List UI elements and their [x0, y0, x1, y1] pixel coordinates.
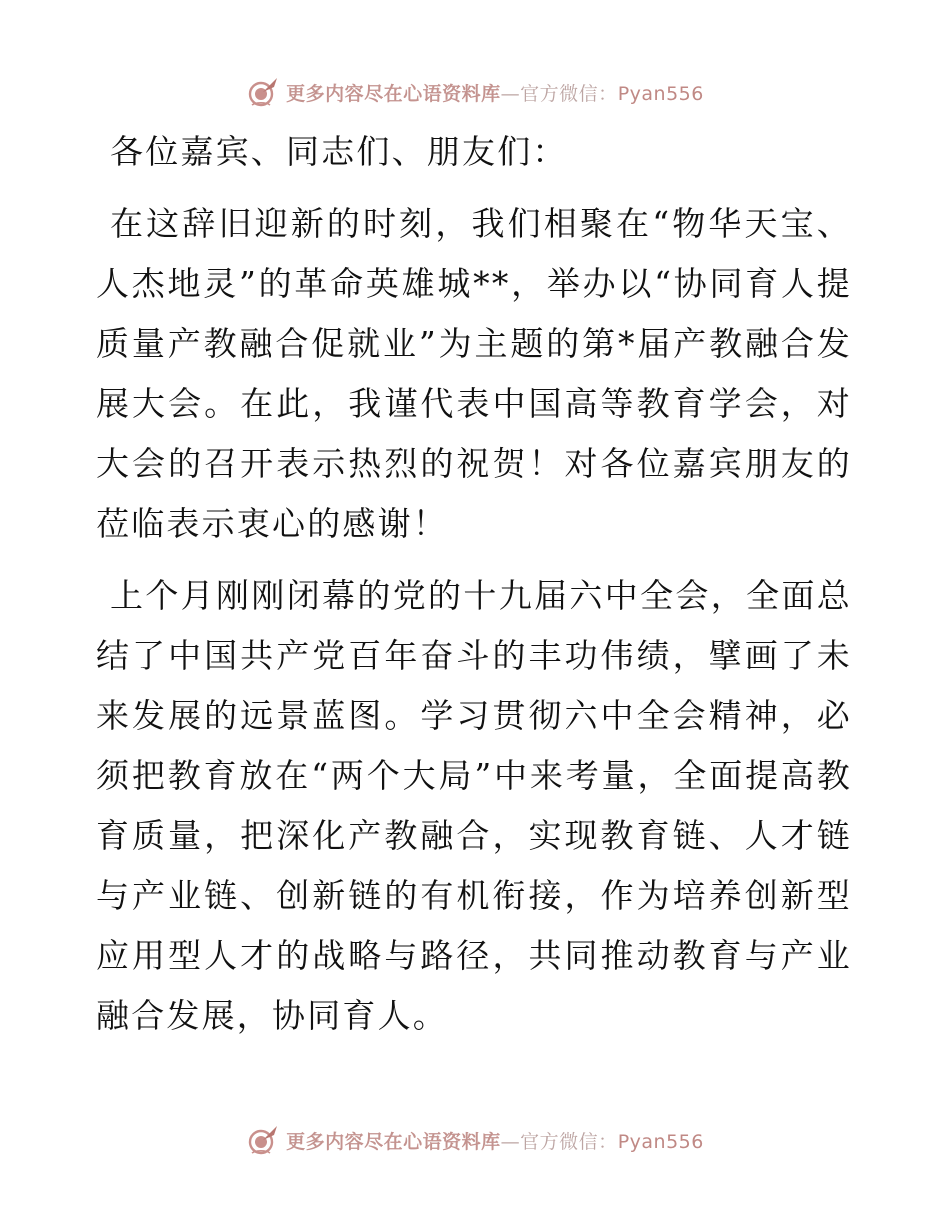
watermark-brand: 更多内容尽在心语资料库 — [286, 82, 501, 105]
watermark-label: 官方微信： — [520, 1130, 618, 1153]
greeting-line: 各位嘉宾、同志们、朋友们： — [110, 132, 568, 171]
watermark-text — [286, 79, 704, 106]
watermark-text — [286, 1127, 704, 1154]
watermark-wechat-id: Pyan556 — [617, 1130, 704, 1153]
quill-ink-logo-icon — [246, 1123, 280, 1157]
watermark-brand: 更多内容尽在心语资料库 — [286, 1130, 501, 1153]
watermark-separator: — — [500, 82, 521, 105]
watermark-label: 官方微信： — [520, 82, 618, 105]
watermark-separator: — — [500, 1130, 521, 1153]
header-watermark — [0, 72, 950, 112]
document-body — [96, 122, 852, 1046]
paragraph-1: 在这辞旧迎新的时刻，我们相聚在“物华天宝、人杰地灵”的革命英雄城**，举办以“协同育人提质量产教融合促就业”为主题的第*届产教融合发展大会。在此，我谨代表中国高等教育学会，对大会的召开表示热烈的祝贺！对各位嘉宾朋友的莅临表示衷心的感谢！ — [96, 204, 852, 543]
paragraph-2: 上个月刚刚闭幕的党的十九届六中全会，全面总结了中国共产党百年奋斗的丰功伟绩，擘画了未来发展的远景蓝图。学习贯彻六中全会精神，必须把教育放在“两个大局”中来考量，全面提高教育质量，把深化产教融合，实现教育链、人才链与产业链、创新链的有机衔接，作为培养创新型应用型人才的战略与路径，共同推动教育与产业融合发展，协同育人。 — [96, 576, 852, 1035]
footer-watermark — [0, 1120, 950, 1160]
watermark-wechat-id: Pyan556 — [617, 82, 704, 105]
quill-ink-logo-icon — [246, 75, 280, 109]
